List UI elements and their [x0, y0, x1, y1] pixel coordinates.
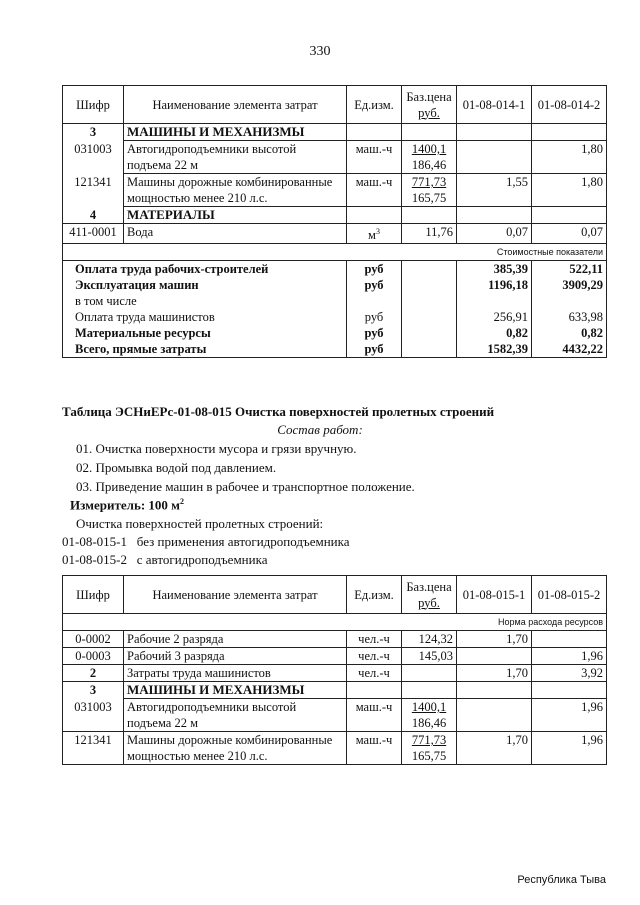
row-code: 031003	[63, 699, 124, 732]
header-base-price-line2: руб.	[418, 105, 440, 120]
variant-line	[62, 552, 268, 568]
header-code: Шифр	[63, 576, 124, 614]
summary-name: Эксплуатация машин	[63, 277, 347, 293]
row-value-a: 1,70	[457, 631, 532, 648]
row-price	[402, 141, 457, 174]
row-price-top: 771,73	[411, 175, 447, 189]
row-price	[402, 665, 457, 682]
summary-value-a: 0,82	[457, 325, 532, 341]
row-value-b: 1,96	[532, 699, 607, 732]
row-name-line1: Автогидроподъемники высотой	[127, 700, 297, 714]
summary-empty	[402, 277, 457, 293]
row-value-b: 1,80	[532, 141, 607, 174]
row-value-a	[457, 699, 532, 732]
header-base-price-line1: Баз.цена	[406, 89, 452, 104]
table-row	[63, 665, 607, 682]
summary-row	[63, 325, 607, 341]
row-price-bottom: 165,75	[411, 749, 447, 763]
row-name-line2: мощностью менее 210 л.с.	[127, 191, 268, 205]
row-value-a: 0,07	[457, 224, 532, 244]
norm-caption: Норма расхода ресурсов	[63, 614, 607, 631]
variant-code: 01-08-015-2	[62, 552, 127, 567]
row-unit: маш.-ч	[347, 174, 402, 207]
table-description: Очистка поверхностей пролетных строений:	[76, 516, 324, 531]
row-unit: чел.-ч	[347, 631, 402, 648]
header-code: Шифр	[63, 86, 124, 124]
row-code: 411-0001	[63, 224, 124, 244]
row-value-b: 1,80	[532, 174, 607, 207]
row-name-line2: подъема 22 м	[127, 158, 198, 172]
row-price-bottom: 186,46	[411, 716, 447, 730]
row-code: 031003	[63, 141, 124, 174]
row-value-b: 3,92	[532, 665, 607, 682]
table-row	[63, 648, 607, 665]
row-unit: маш.-ч	[347, 699, 402, 732]
header-base-price-line1: Баз.цена	[406, 579, 452, 594]
row-value-b: 0,07	[532, 224, 607, 244]
row-unit-exponent: 3	[375, 227, 380, 236]
resource-table-014	[62, 85, 607, 358]
variant-text: без применения автогидроподъемника	[136, 534, 350, 549]
row-price	[402, 699, 457, 732]
row-price-bottom: 186,46	[411, 158, 447, 172]
row-code: 121341	[63, 174, 124, 207]
summary-row	[63, 293, 607, 309]
work-step: 03. Приведение машин в рабочее и транспортное положение.	[76, 479, 415, 494]
row-name	[124, 141, 347, 174]
row-name	[124, 699, 347, 732]
row-name	[124, 732, 347, 765]
row-name-line1: Машины дорожные комбинированные	[127, 175, 333, 189]
section-number: 3	[63, 124, 124, 141]
summary-value-a	[457, 293, 532, 309]
header-name: Наименование элемента затрат	[124, 86, 347, 124]
summary-value-b: 4432,22	[532, 341, 607, 358]
work-step: 01. Очистка поверхности мусора и грязи вручную.	[76, 441, 357, 456]
header-col-a: 01-08-015-1	[457, 576, 532, 614]
summary-unit: руб	[347, 325, 402, 341]
summary-value-b: 633,98	[532, 309, 607, 325]
summary-empty	[402, 309, 457, 325]
row-code: 0-0002	[63, 631, 124, 648]
row-value-a	[457, 648, 532, 665]
summary-value-b: 3909,29	[532, 277, 607, 293]
summary-unit: руб	[347, 261, 402, 278]
table-header-row	[63, 576, 607, 614]
summary-unit: руб	[347, 277, 402, 293]
summary-row	[63, 277, 607, 293]
row-code: 0-0003	[63, 648, 124, 665]
summary-empty	[402, 261, 457, 278]
row-name: Рабочий 3 разряда	[124, 648, 347, 665]
summary-name: Оплата труда машинистов	[63, 309, 347, 325]
row-unit: маш.-ч	[347, 141, 402, 174]
row-price	[402, 732, 457, 765]
work-composition-heading: Состав работ:	[277, 422, 363, 437]
row-value-a	[457, 141, 532, 174]
footer-region: Республика Тыва	[517, 874, 606, 886]
variant-text: с автогидроподъемника	[136, 552, 268, 567]
summary-empty	[402, 293, 457, 309]
header-base-price-line2: руб.	[418, 595, 440, 610]
summary-unit	[347, 293, 402, 309]
summary-value-a: 1196,18	[457, 277, 532, 293]
summary-value-a: 385,39	[457, 261, 532, 278]
cost-caption: Стоимостные показатели	[63, 244, 607, 261]
summary-rows	[63, 261, 607, 358]
summary-name: в том числе	[63, 293, 347, 309]
section-row-machines	[63, 124, 607, 141]
row-unit: чел.-ч	[347, 665, 402, 682]
page-number: 330	[309, 44, 331, 59]
row-price-top: 1400,1	[411, 142, 447, 156]
row-name-line2: мощностью менее 210 л.с.	[127, 749, 268, 763]
row-price	[402, 174, 457, 207]
summary-name: Оплата труда рабочих-строителей	[63, 261, 347, 278]
summary-row	[63, 341, 607, 358]
summary-value-b: 0,82	[532, 325, 607, 341]
table-row	[63, 141, 607, 174]
section-row-machines	[63, 682, 607, 699]
work-step: 02. Промывка водой под давлением.	[76, 460, 277, 475]
section-title: МАШИНЫ И МЕХАНИЗМЫ	[124, 682, 347, 699]
table-row	[63, 631, 607, 648]
row-value-a: 1,70	[457, 665, 532, 682]
table-row	[63, 732, 607, 765]
header-col-a: 01-08-014-1	[457, 86, 532, 124]
row-unit: маш.-ч	[347, 732, 402, 765]
norm-caption-row	[63, 614, 607, 631]
row-price-bottom: 165,75	[411, 191, 447, 205]
summary-empty	[402, 325, 457, 341]
section-title: МАШИНЫ И МЕХАНИЗМЫ	[124, 124, 347, 141]
header-unit: Ед.изм.	[347, 576, 402, 614]
meter-label-exponent: 2	[180, 497, 185, 506]
summary-empty	[402, 341, 457, 358]
row-name-line1: Автогидроподъемники высотой	[127, 142, 297, 156]
row-value-b: 1,96	[532, 732, 607, 765]
row-price: 145,03	[402, 648, 457, 665]
row-value-b	[532, 631, 607, 648]
header-unit: Ед.изм.	[347, 86, 402, 124]
row-unit: чел.-ч	[347, 648, 402, 665]
resource-table-015	[62, 575, 607, 765]
section-number: 4	[63, 207, 124, 224]
row-value-a: 1,55	[457, 174, 532, 207]
row-value-a: 1,70	[457, 732, 532, 765]
header-base-price	[402, 576, 457, 614]
summary-unit: руб	[347, 309, 402, 325]
header-name: Наименование элемента затрат	[124, 576, 347, 614]
summary-value-b: 522,11	[532, 261, 607, 278]
row-name: Вода	[124, 224, 347, 244]
section-number: 3	[63, 682, 124, 699]
row-unit	[347, 224, 402, 244]
summary-row	[63, 309, 607, 325]
variant-line	[62, 534, 350, 550]
summary-value-a: 1582,39	[457, 341, 532, 358]
row-price-top: 771,73	[411, 733, 447, 747]
cost-caption-row	[63, 244, 607, 261]
section-row-materials	[63, 207, 607, 224]
meter-label-text: Измеритель: 100 м	[70, 497, 181, 513]
summary-name: Всего, прямые затраты	[63, 341, 347, 358]
table-row	[63, 174, 607, 207]
header-base-price	[402, 86, 457, 124]
header-col-b: 01-08-014-2	[532, 86, 607, 124]
table-row	[63, 699, 607, 732]
row-code: 2	[63, 665, 124, 682]
meter-label	[70, 497, 184, 513]
row-price-top: 1400,1	[411, 700, 447, 714]
section-title: Таблица ЭСНиЕРс-01-08-015 Очистка поверхностей пролетных строений	[62, 404, 495, 419]
row-name: Затраты труда машинистов	[124, 665, 347, 682]
row-name-line2: подъема 22 м	[127, 716, 198, 730]
variant-code: 01-08-015-1	[62, 534, 127, 549]
row-name: Рабочие 2 разряда	[124, 631, 347, 648]
section-title: МАТЕРИАЛЫ	[124, 207, 347, 224]
summary-value-b	[532, 293, 607, 309]
row-price: 124,32	[402, 631, 457, 648]
row-price: 11,76	[402, 224, 457, 244]
row-value-b: 1,96	[532, 648, 607, 665]
summary-name: Материальные ресурсы	[63, 325, 347, 341]
table-row	[63, 224, 607, 244]
row-name	[124, 174, 347, 207]
row-unit-base: м	[368, 228, 376, 243]
summary-row	[63, 261, 607, 278]
row-code: 121341	[63, 732, 124, 765]
summary-value-a: 256,91	[457, 309, 532, 325]
table-header-row	[63, 86, 607, 124]
summary-unit: руб	[347, 341, 402, 358]
header-col-b: 01-08-015-2	[532, 576, 607, 614]
row-name-line1: Машины дорожные комбинированные	[127, 733, 333, 747]
